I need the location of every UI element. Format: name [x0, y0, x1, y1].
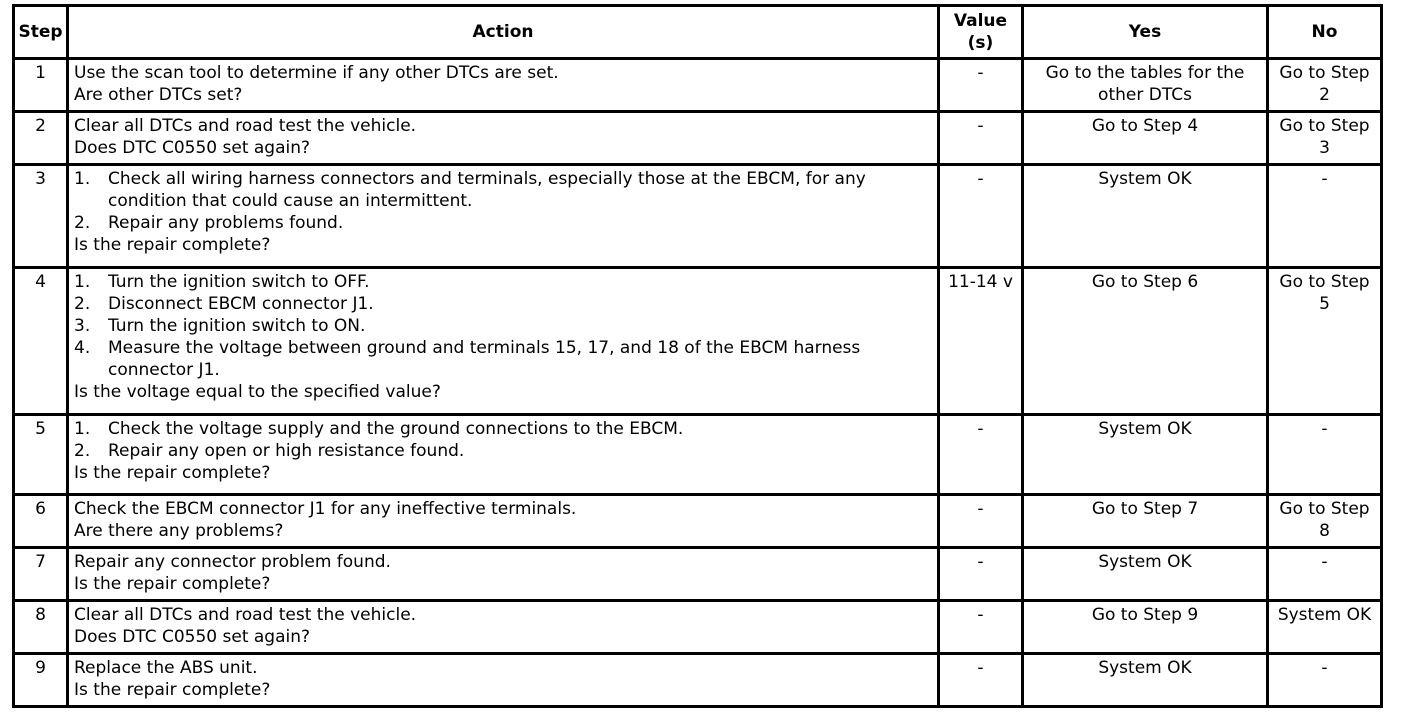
table-row	[14, 112, 1382, 165]
header-value: Value (s)	[939, 6, 1023, 59]
yes-cell: System OK	[1023, 548, 1268, 601]
action-text: Replace the ABS unit.	[74, 658, 258, 678]
value-cell: -	[939, 165, 1023, 268]
step-number: 3	[14, 165, 68, 268]
table-row	[14, 59, 1382, 112]
no-cell: Go to Step 5	[1268, 268, 1382, 415]
action-text: Does DTC C0550 set again?	[74, 138, 311, 158]
action-list-item: Measure the voltage between ground and terminals 15, 17, and 18 of the EBCM harness connector J1.	[108, 338, 861, 380]
no-cell: Go to Step 2	[1268, 59, 1382, 112]
step-number: 1	[14, 59, 68, 112]
value-cell: -	[939, 112, 1023, 165]
action-cell	[68, 59, 939, 112]
yes-cell: System OK	[1023, 415, 1268, 495]
value-cell: -	[939, 59, 1023, 112]
no-cell: -	[1268, 165, 1382, 268]
yes-cell: Go to Step 4	[1023, 112, 1268, 165]
action-list-item: Repair any open or high resistance found.	[108, 441, 465, 461]
action-cell	[68, 268, 939, 415]
action-cell	[68, 165, 939, 268]
action-cell	[68, 654, 939, 707]
action-question: Is the repair complete?	[74, 463, 271, 483]
action-cell	[68, 601, 939, 654]
value-cell: -	[939, 548, 1023, 601]
step-number: 9	[14, 654, 68, 707]
step-number: 6	[14, 495, 68, 548]
yes-cell: Go to Step 6	[1023, 268, 1268, 415]
value-cell: -	[939, 495, 1023, 548]
action-text: Is the repair complete?	[74, 574, 271, 594]
step-number: 5	[14, 415, 68, 495]
action-list-item: Check all wiring harness connectors and terminals, especially those at the EBCM, for any condition that could cause an intermittent.	[108, 169, 866, 211]
action-text: Is the repair complete?	[74, 680, 271, 700]
no-cell: -	[1268, 654, 1382, 707]
action-text: Check the EBCM connector J1 for any ineffective terminals.	[74, 499, 577, 519]
action-list	[74, 271, 932, 381]
action-list-item: Turn the ignition switch to ON.	[108, 316, 366, 336]
yes-cell: System OK	[1023, 165, 1268, 268]
value-cell: -	[939, 601, 1023, 654]
header-step: Step	[14, 6, 68, 59]
no-cell: System OK	[1268, 601, 1382, 654]
no-cell: -	[1268, 415, 1382, 495]
yes-cell: Go to Step 7	[1023, 495, 1268, 548]
action-text: Are other DTCs set?	[74, 85, 243, 105]
action-cell	[68, 112, 939, 165]
action-list	[74, 168, 932, 234]
step-number: 2	[14, 112, 68, 165]
action-cell	[68, 415, 939, 495]
action-text: Use the scan tool to determine if any other DTCs are set.	[74, 63, 559, 83]
no-cell: Go to Step 8	[1268, 495, 1382, 548]
header-no: No	[1268, 6, 1382, 59]
table-row	[14, 654, 1382, 707]
action-question: Is the repair complete?	[74, 235, 271, 255]
table-row	[14, 415, 1382, 495]
header-row	[14, 6, 1382, 59]
yes-cell: Go to Step 9	[1023, 601, 1268, 654]
no-cell: -	[1268, 548, 1382, 601]
table-body	[14, 59, 1382, 707]
table-row	[14, 165, 1382, 268]
header-action: Action	[68, 6, 939, 59]
action-cell	[68, 548, 939, 601]
yes-cell: Go to the tables for the other DTCs	[1023, 59, 1268, 112]
step-number: 7	[14, 548, 68, 601]
action-list	[74, 418, 932, 462]
action-list-item: Check the voltage supply and the ground connections to the EBCM.	[108, 419, 684, 439]
table-row	[14, 268, 1382, 415]
step-number: 8	[14, 601, 68, 654]
table-row	[14, 548, 1382, 601]
action-cell	[68, 495, 939, 548]
action-text: Does DTC C0550 set again?	[74, 627, 311, 647]
table-row	[14, 601, 1382, 654]
diagnostic-table	[12, 4, 1383, 708]
no-cell: Go to Step 3	[1268, 112, 1382, 165]
action-list-item: Turn the ignition switch to OFF.	[108, 272, 370, 292]
value-cell: -	[939, 654, 1023, 707]
header-yes: Yes	[1023, 6, 1268, 59]
action-list-item: Disconnect EBCM connector J1.	[108, 294, 374, 314]
action-text: Repair any connector problem found.	[74, 552, 391, 572]
step-number: 4	[14, 268, 68, 415]
action-text: Are there any problems?	[74, 521, 284, 541]
action-list-item: Repair any problems found.	[108, 213, 344, 233]
table-row	[14, 495, 1382, 548]
value-cell: 11-14 v	[939, 268, 1023, 415]
action-question: Is the voltage equal to the specified value?	[74, 382, 441, 402]
value-cell: -	[939, 415, 1023, 495]
action-text: Clear all DTCs and road test the vehicle.	[74, 605, 417, 625]
action-text: Clear all DTCs and road test the vehicle.	[74, 116, 417, 136]
yes-cell: System OK	[1023, 654, 1268, 707]
